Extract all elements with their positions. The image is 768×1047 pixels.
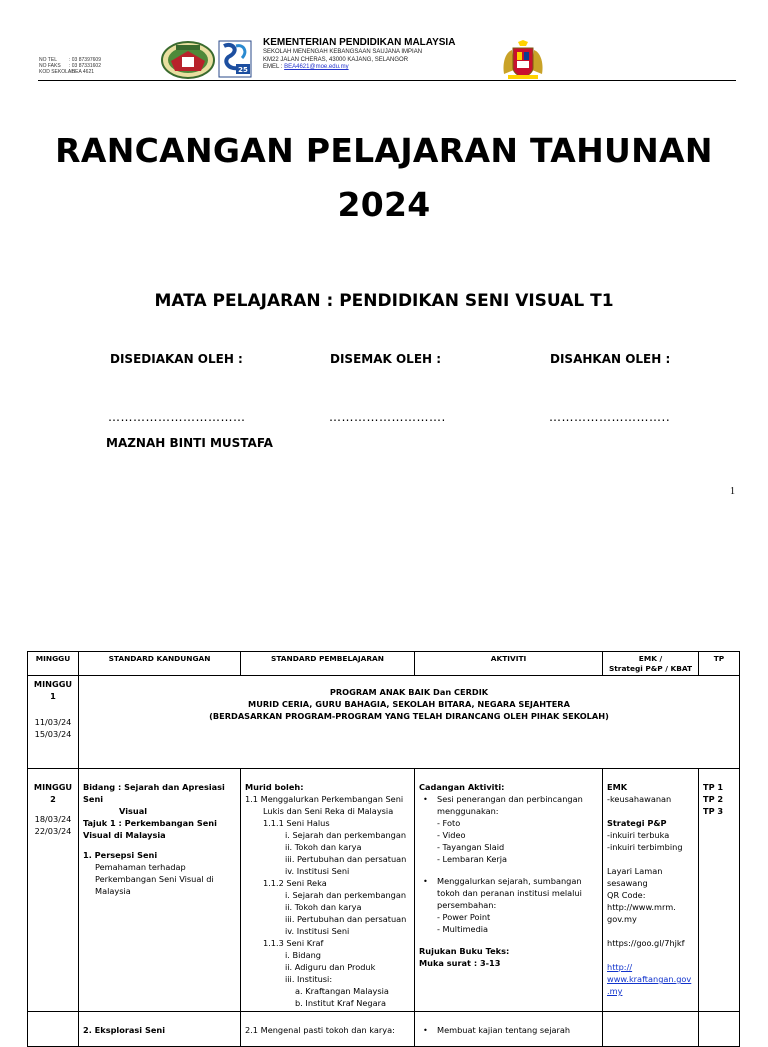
emk-value: -keusahawanan [607, 794, 672, 804]
kraftangan-link[interactable] [607, 961, 694, 997]
aktiviti-title: Cadangan Aktiviti: [419, 782, 505, 792]
aktiviti-line: - Video [437, 830, 466, 840]
aktiviti-line: - Foto [437, 818, 461, 828]
row3-sk: 2. Eksplorasi Seni [79, 1012, 241, 1047]
sp-line: 1.1.2 Seni Reka [263, 878, 327, 888]
sp-line: a. Kraftangan Malaysia [295, 986, 389, 996]
contact-fax-value: : 03 87331602 [69, 63, 101, 69]
sp-line: ii. Adiguru dan Produk [285, 962, 376, 972]
strategi-value: -inkuiri terbimbing [607, 842, 683, 852]
sp-line: iv. Institusi Seni [285, 866, 350, 876]
letterhead-center [263, 37, 455, 72]
week1-date-start: 11/03/24 [34, 717, 72, 727]
tp-level: TP 2 [703, 794, 724, 804]
page-number: 1 [730, 486, 735, 497]
aktiviti-line: - Multimedia [437, 924, 489, 934]
week2-date-start: 18/03/24 [34, 814, 72, 824]
header-aktiviti: AKTIVITI [415, 652, 603, 676]
sp-line: ii. Tokoh dan karya [285, 842, 362, 852]
row3-minggu [28, 1012, 79, 1047]
emk-line: gov.my [607, 914, 637, 924]
school-name: SEKOLAH MENENGAH KEBANGSAAN SAUJANA IMPIAN [263, 49, 423, 55]
week2-aktiviti [415, 769, 603, 1012]
list-item [419, 875, 598, 935]
week1-cell [28, 676, 79, 769]
link-line: .my [607, 986, 623, 996]
aktiviti-line: Menggalurkan sejarah, sumbangan [437, 876, 582, 886]
emk-line: http://www.mrm. [607, 902, 676, 912]
row3-emk [603, 1012, 699, 1047]
sp-line: i. Bidang [285, 950, 321, 960]
sp-line: Lukis dan Seni Reka di Malaysia [263, 806, 394, 816]
sk-desc-2: Perkembangan Seni Visual di [95, 874, 214, 884]
sp-line: iii. Pertubuhan dan persatuan [285, 914, 407, 924]
letterhead-divider [38, 80, 736, 81]
strategi-value: -inkuiri terbuka [607, 830, 670, 840]
school-email [263, 64, 455, 72]
email-label: EMEL : [263, 64, 283, 70]
sp-line: iv. Institusi Seni [285, 926, 350, 936]
week2-standard-pembelajaran [241, 769, 415, 1012]
aktiviti-line: - Tayangan Slaid [437, 842, 505, 852]
week1-number: 1 [50, 691, 56, 701]
sk-desc-1: Pemahaman terhadap [95, 862, 186, 872]
table-row [28, 676, 740, 769]
prepared-by-label: DISEDIAKAN OLEH : [110, 352, 243, 366]
aktiviti-line: tokoh dan peranan institusi melalui [437, 888, 582, 898]
malaysia-crest-icon [500, 40, 546, 80]
list-item [419, 1024, 598, 1036]
sp-line: iii. Pertubuhan dan persatuan [285, 854, 407, 864]
sp-line: ii. Tokoh dan karya [285, 902, 362, 912]
header-minggu: MINGGU [28, 652, 79, 676]
sk-persepsi: 1. Persepsi Seni [83, 850, 158, 860]
ministry-name: KEMENTERIAN PENDIDIKAN MALAYSIA [263, 37, 456, 48]
logo2-number: 25 [238, 66, 248, 74]
sp-line: 1.1.1 Seni Halus [263, 818, 330, 828]
list-item [419, 793, 598, 865]
sp-line: i. Sejarah dan perkembangan [285, 890, 407, 900]
contact-fax-key: NO FAKS [39, 63, 61, 69]
aktiviti-line: - Lembaran Kerja [437, 854, 508, 864]
sk-desc-3: Malaysia [95, 886, 131, 896]
school-address: KM22 JALAN CHERAS, 43000 KAJANG, SELANGOR [263, 56, 409, 63]
program-title: PROGRAM ANAK BAIK Dan CERDIK [329, 687, 489, 697]
sk-tajuk-cont: Visual di Malaysia [83, 830, 166, 840]
link-line: http:// [607, 962, 633, 972]
subject-title: MATA PELAJARAN : PENDIDIKAN SENI VISUAL T1 [154, 291, 614, 311]
link-line: www.kraftangan.gov [607, 974, 692, 984]
table-row [28, 1012, 740, 1047]
week2-date-end: 22/03/24 [34, 826, 72, 836]
tp-level: TP 3 [703, 806, 724, 816]
emk-line: https://goo.gl/7hjkf [607, 938, 685, 948]
aktiviti-line: Sesi penerangan dan perbincangan [437, 794, 583, 804]
bullet-icon: • [423, 1025, 428, 1035]
document-year: 2024 [337, 185, 431, 224]
reviewed-by-label: DISEMAK OLEH : [330, 352, 442, 366]
header-tp: TP [699, 652, 740, 676]
week2-standard-kandungan [79, 769, 241, 1012]
rujukan-pages: Muka surat : 3-13 [419, 958, 501, 968]
email-link[interactable]: BEA4621@moe.edu.my [284, 64, 349, 70]
row3-tp [699, 1012, 740, 1047]
aktiviti-line: Membuat kajian tentang sejarah [437, 1025, 571, 1035]
aktiviti-line: persembahan: [437, 900, 497, 910]
preparer-name: MAZNAH BINTI MUSTAFA [106, 436, 273, 450]
strategi-title: Strategi P&P [607, 818, 667, 828]
emk-title: EMK [607, 782, 628, 792]
aktiviti-line: - Power Point [437, 912, 491, 922]
bullet-icon: • [423, 876, 428, 886]
header-emk-line2: Strategi P&P / KBAT [608, 663, 693, 673]
row3-aktiviti [415, 1012, 603, 1047]
header-emk [603, 652, 699, 676]
sk-tajuk: Tajuk 1 : Perkembangan Seni [83, 818, 217, 828]
tp-level: TP 1 [703, 782, 724, 792]
week1-label: MINGGU [33, 679, 73, 689]
emk-line: Layari Laman [607, 866, 663, 876]
bullet-icon: • [423, 794, 428, 804]
approved-signature-line: ……………………….. [549, 410, 671, 424]
program-motto: MURID CERIA, GURU BAHAGIA, SEKOLAH BITARA, NEGARA SEJAHTERA [248, 699, 570, 709]
contact-code-value: : BEA 4621 [69, 69, 95, 75]
table-header-row [28, 652, 740, 676]
sp-line: b. Institut Kraf Negara [295, 998, 386, 1008]
sk-bidang: Bidang : Sejarah dan Apresiasi Seni [83, 782, 225, 804]
week1-date-end: 15/03/24 [34, 729, 72, 739]
week1-program-cell [79, 676, 740, 769]
sp-intro: Murid boleh: [245, 782, 304, 792]
program-note: (BERDASARKAN PROGRAM-PROGRAM YANG TELAH DIRANCANG OLEH PIHAK SEKOLAH) [209, 711, 609, 721]
row3-sp: 2.1 Mengenal pasti tokoh dan karya: [241, 1012, 415, 1047]
week2-label: MINGGU [33, 782, 73, 792]
header-standard-kandungan: STANDARD KANDUNGAN [79, 652, 241, 676]
sk-bidang-cont: Visual [119, 806, 148, 816]
contact-tel-key: NO TEL [39, 57, 57, 63]
week2-number: 2 [50, 794, 56, 804]
anniversary-logo-icon [218, 40, 252, 78]
lesson-plan-table [27, 651, 740, 1047]
header-emk-line1: EMK / [638, 654, 663, 663]
sp-line: 1.1.3 Seni Kraf [263, 938, 324, 948]
aktiviti-line: menggunakan: [437, 806, 499, 816]
emk-line: sesawang [607, 878, 648, 888]
contact-tel-value: : 03 87397609 [69, 57, 101, 63]
contact-code [39, 69, 101, 75]
header-standard-pembelajaran: STANDARD PEMBELAJARAN [241, 652, 415, 676]
week2-tp [699, 769, 740, 1012]
document-title: RANCANGAN PELAJARAN TAHUNAN [55, 131, 713, 170]
approved-by-label: DISAHKAN OLEH : [550, 352, 671, 366]
week2-cell [28, 769, 79, 1012]
school-logo-icon [161, 41, 215, 79]
letterhead-contacts [39, 57, 101, 75]
week2-emk [603, 769, 699, 1012]
sp-line: 1.1 Menggalurkan Perkembangan Seni [245, 794, 404, 804]
table-row [28, 769, 740, 1012]
rujukan-title: Rujukan Buku Teks: [419, 946, 510, 956]
emk-line: QR Code: [607, 890, 646, 900]
prepared-signature-line: …………………………… [108, 410, 246, 424]
contact-code-key: KOD SEKOLAH [39, 69, 75, 75]
sp-line: iii. Institusi: [285, 974, 333, 984]
sp-line: i. Sejarah dan perkembangan [285, 830, 407, 840]
reviewed-signature-line: ………………………. [329, 410, 446, 424]
